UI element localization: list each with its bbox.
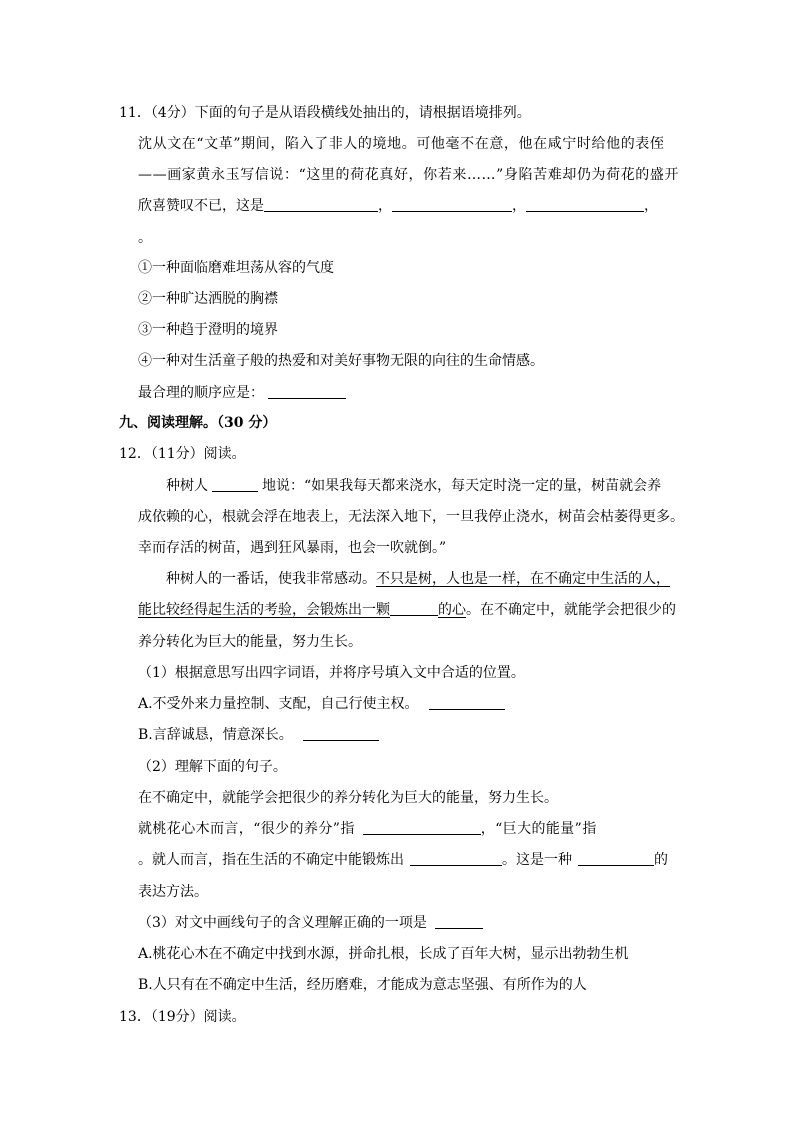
q12-sub3-text: （3）对文中画线句子的含义理解正确的一项是: [138, 915, 427, 931]
q12-para1-blank[interactable]: [212, 477, 258, 492]
q11-order: [138, 383, 346, 403]
q12-sub1-a: [138, 694, 505, 714]
q11-passage-line3: [138, 196, 658, 216]
q11-option-2: ②一种旷达洒脱的胸襟: [138, 291, 278, 307]
q11-passage-line1: 沈从文在“文革”期间，陷入了非人的境地。可他毫不在意，他在咸宁时给他的表侄: [138, 136, 665, 152]
q13-header: 13．（19分）阅读。: [119, 1009, 246, 1025]
q12-sub1-a-text: A.不受外来力量控制、支配，自己行使主权。: [138, 696, 419, 712]
q12-para1-line3: 幸而存活的树苗，遇到狂风暴雨，也会一吹就倒。”: [138, 540, 447, 556]
q12-sub3-option-b: B.人只有在不确定中生活，经历磨难，才能成为意志坚强、有所作为的人: [138, 977, 587, 993]
q12-para2-line3: 养分转化为巨大的能量，努力生长。: [138, 634, 362, 650]
q12-sub2-line1-end: ，“巨大的能量”指: [480, 821, 597, 837]
q12-para1-line1-start: 种树人: [166, 478, 208, 494]
q12-sub2-line1-start: 就桃花心木而言，“很少的养分”指: [138, 821, 355, 837]
q12-underlined-sentence-3: 的心: [438, 602, 466, 618]
q12-sub2-blank-1[interactable]: [363, 820, 481, 835]
q12-sub2-line2: [138, 850, 668, 870]
q12-sub1-b-text: B.言辞诚恳，情意深长。: [138, 727, 293, 743]
q11-blank-2[interactable]: [392, 197, 512, 212]
q12-sub1-a-blank[interactable]: [429, 695, 505, 710]
q11-blank-1[interactable]: [264, 197, 378, 212]
q12-sub1-b: [138, 725, 379, 745]
q12-para2-blank[interactable]: [390, 601, 438, 616]
q12-underlined-sentence-2: 能比较经得起生活的考验，会锻炼出一颗: [138, 602, 390, 618]
q12-para2-line2: [138, 600, 676, 620]
section-9-heading: 九、阅读理解。（30 分）: [119, 415, 277, 431]
q11-passage-line3-text: 欣喜赞叹不已，这是: [138, 198, 264, 214]
q12-header: 12．（11分）阅读。: [119, 446, 246, 462]
q12-para1-line2: 成依赖的心，根就会浮在地表上，无法深入地下，一旦我停止浇水，树苗会枯萎得更多。: [138, 509, 684, 525]
q12-underlined-sentence-1: 不只是树，人也是一样，在不确定中生活的人，: [376, 571, 670, 587]
q12-para1-line1-end: 地说：“如果我每天都来浇水，每天定时浇一定的量，树苗就会养: [262, 478, 662, 494]
q11-option-4: ④一种对生活童子般的热爱和对美好事物无限的向往的生命情感。: [138, 353, 544, 369]
q12-sub2: （2）理解下面的句子。: [138, 759, 287, 775]
q11-option-1: ①一种面临磨难坦荡从容的气度: [138, 260, 334, 276]
q12-sub2-blank-2[interactable]: [410, 851, 502, 866]
q12-sub3: [138, 913, 483, 933]
q12-sub2-line3: 表达方法。: [138, 884, 208, 900]
q11-order-label: 最合理的顺序应是：: [138, 385, 264, 401]
q12-sub2-blank-3[interactable]: [578, 851, 654, 866]
q11-header: 11．（4分）下面的句子是从语段横线处抽出的，请根据语境排列。: [119, 105, 531, 121]
q12-para2-line2-end: 。在不确定中，就能学会把很少的: [466, 602, 676, 618]
q11-order-blank[interactable]: [268, 384, 346, 399]
q12-sub1: （1）根据意思写出四字词语，并将序号填入文中合适的位置。: [138, 665, 525, 681]
q12-sub3-blank[interactable]: [435, 914, 483, 929]
q12-sub2-quote: 在不确定中，就能学会把很少的养分转化为巨大的能量，努力生长。: [138, 790, 558, 806]
q11-option-3: ③一种趋于澄明的境界: [138, 322, 278, 338]
q11-comma-1: ，: [378, 198, 392, 214]
q12-para2-line1-start: 种树人的一番话，使我非常感动。: [166, 571, 376, 587]
q11-passage-line2: ——画家黄永玉写信说：“这里的荷花真好，你若来……”身陷苦难却仍为荷花的盛开: [138, 167, 680, 183]
q12-sub2-line2-mid: 。这是一种: [502, 852, 572, 868]
q12-sub1-b-blank[interactable]: [303, 726, 379, 741]
q12-sub3-option-a: A.桃花心木在不确定中找到水源，拼命扎根，长成了百年大树，显示出勃勃生机: [138, 946, 629, 962]
q11-comma-3: ，: [644, 198, 658, 214]
q12-para1-line1: [166, 476, 661, 496]
q11-passage-line4: 。: [138, 230, 152, 246]
q12-para2-line1: [166, 569, 670, 589]
q12-sub2-line1: [138, 819, 597, 839]
q11-blank-3[interactable]: [526, 197, 644, 212]
q12-sub2-line2-start: 。就人而言，指在生活的不确定中能锻炼出: [138, 852, 404, 868]
q11-comma-2: ，: [512, 198, 526, 214]
q12-sub2-line2-end: 的: [654, 852, 668, 868]
